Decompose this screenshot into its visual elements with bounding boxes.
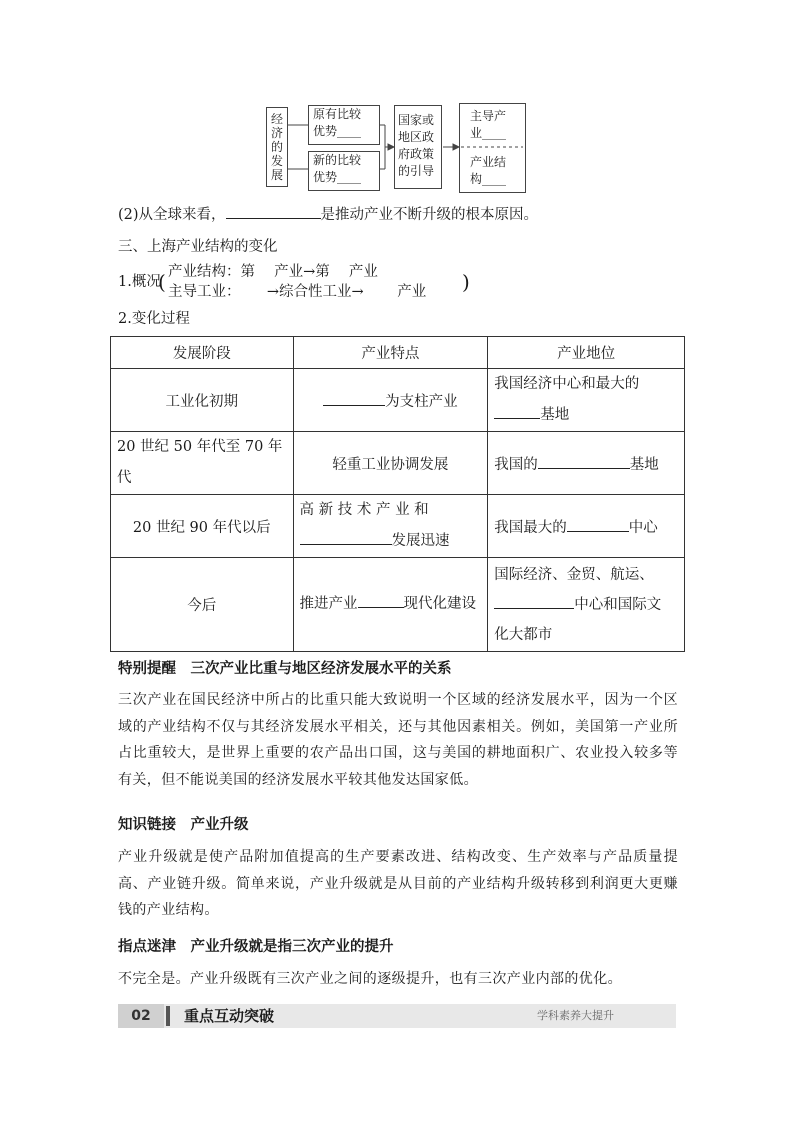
status-line: 我国经济中心和最大的 <box>494 376 640 392</box>
banner-divider <box>166 1006 170 1026</box>
diagram-new-line2: 优势____ <box>313 170 362 184</box>
answer-blank <box>538 456 630 469</box>
answer-blank <box>358 595 404 608</box>
table-row <box>111 432 685 495</box>
status-text: 中心 <box>628 519 658 536</box>
diagram-leading-industry-line2: 业____ <box>470 126 507 140</box>
status-text: 基地 <box>540 407 570 423</box>
status-text: 基地 <box>629 456 659 473</box>
global-view-line <box>118 205 538 225</box>
table-row <box>111 495 685 558</box>
left-brace: ( <box>158 270 166 294</box>
answer-blank <box>494 596 574 609</box>
diagram-left-char: 展 <box>270 168 283 182</box>
diagram-old-line1: 原有比较 <box>313 107 362 121</box>
note-title: 知识链接 产业升级 <box>118 816 249 833</box>
diagram-policy-line: 国家或 <box>398 113 435 127</box>
overview-row-structure: 产业结构：第 产业→第 产业 <box>168 264 378 280</box>
diagram-policy-line: 府政策 <box>398 147 435 161</box>
diagram-left-char: 发 <box>270 154 283 168</box>
section-title: 三、上海产业结构的变化 <box>118 239 278 255</box>
cell-status <box>488 369 685 432</box>
section-number: 02 <box>118 1004 164 1028</box>
diagram-structure-line2: 构____ <box>470 172 507 186</box>
status-line: 化大都市 <box>494 626 553 643</box>
diagram-new-line1: 新的比较 <box>313 153 362 167</box>
overview-label: 1.概况 <box>118 274 161 290</box>
note-title: 指点迷津 产业升级就是指三次产业的提升 <box>118 938 394 955</box>
answer-blank <box>567 519 629 532</box>
status-line: 国际经济、金贸、航运、 <box>494 566 654 583</box>
status-text: 中心和国际文 <box>574 596 662 613</box>
diagram-left-char: 济 <box>270 126 283 140</box>
answer-blank <box>300 532 392 545</box>
note-body: 不完全是。产业升级既有三次产业之间的逐级提升，也有三次产业内部的优化。 <box>118 971 622 987</box>
note-title: 特别提醒 三次产业比重与地区经济发展水平的关系 <box>118 660 452 677</box>
global-view-pre: (2)从全球来看， <box>118 207 226 223</box>
cell-stage: 今后 <box>111 558 294 652</box>
note-body: 三次产业在国民经济中所占的比重只能大致说明一个区域的经济发展水平，因为一个区域的产业结构不仅与其经济发展水平相关，还与其他因素相关。例如，美国第一产业所占比重较大，是世界上重要的农产品出口国，这与美国的耕地面积广、农业投入较多等有关，但不能说美国的经济发展水平较其他发达国家低。 <box>118 692 678 788</box>
note-body: 产业升级就是使产品附加值提高的生产要素改进、结构改变、生产效率与产品质量提高、产业链升级。简单来说，产业升级就是从目前的产业结构升级转移到利润更大更赚钱的产业结构。 <box>118 849 678 919</box>
feature-text: 为支柱产业 <box>385 393 458 410</box>
feature-line: 高 新 技 术 产 业 和 <box>299 502 429 518</box>
table-row <box>111 369 685 432</box>
cell-status <box>488 495 685 558</box>
answer-blank <box>494 406 540 419</box>
change-process-table <box>110 336 685 652</box>
answer-blank <box>323 393 385 406</box>
status-text: 我国最大的 <box>494 519 567 536</box>
feature-text: 现代化建设 <box>403 596 477 612</box>
table-row <box>111 558 685 652</box>
table-header-row <box>111 337 685 369</box>
diagram-old-line2: 优势____ <box>313 124 362 138</box>
diagram-old-advantage-box <box>308 105 380 145</box>
cell-stage: 工业化初期 <box>111 369 294 432</box>
answer-blank <box>226 206 321 219</box>
section-banner-subtitle: 学科素养大提升 <box>537 1009 614 1022</box>
cell-stage: 20 世纪 90 年代以后 <box>111 495 294 558</box>
section-banner <box>118 1004 676 1028</box>
cell-stage: 20 世纪 50 年代至 70 年代 <box>111 432 294 495</box>
global-view-post: 是推动产业不断升级的根本原因。 <box>320 207 539 223</box>
diagram-policy-line: 地区政 <box>398 130 435 144</box>
cell-status <box>488 432 685 495</box>
cell-feature: 轻重工业协调发展 <box>293 432 488 495</box>
diagram-policy-line: 的引导 <box>398 164 435 178</box>
diagram-new-advantage-box <box>308 151 380 191</box>
section-banner-title: 重点互动突破 <box>184 1007 275 1025</box>
diagram-leading-industry-line1: 主导产 <box>470 109 507 123</box>
feature-text: 推进产业 <box>299 596 358 612</box>
status-text: 我国的 <box>494 456 538 473</box>
cell-status <box>488 558 685 652</box>
diagram-structure-line1: 产业结 <box>470 155 507 169</box>
right-brace: ) <box>462 270 470 294</box>
diagram-left-char: 经 <box>270 112 283 126</box>
header-feature: 产业特点 <box>293 337 488 369</box>
header-status: 产业地位 <box>488 337 685 369</box>
cell-feature <box>293 558 488 652</box>
cell-feature <box>293 495 488 558</box>
diagram-result-box <box>459 103 526 193</box>
cell-feature <box>293 369 488 432</box>
feature-text: 发展迅速 <box>391 533 450 549</box>
header-stage: 发展阶段 <box>111 337 294 369</box>
overview-row-industry: 主导工业： →综合性工业→ 产业 <box>168 284 427 300</box>
process-title: 2.变化过程 <box>118 311 190 327</box>
diagram-policy-box <box>394 105 442 189</box>
diagram-left-char: 的 <box>270 140 283 154</box>
